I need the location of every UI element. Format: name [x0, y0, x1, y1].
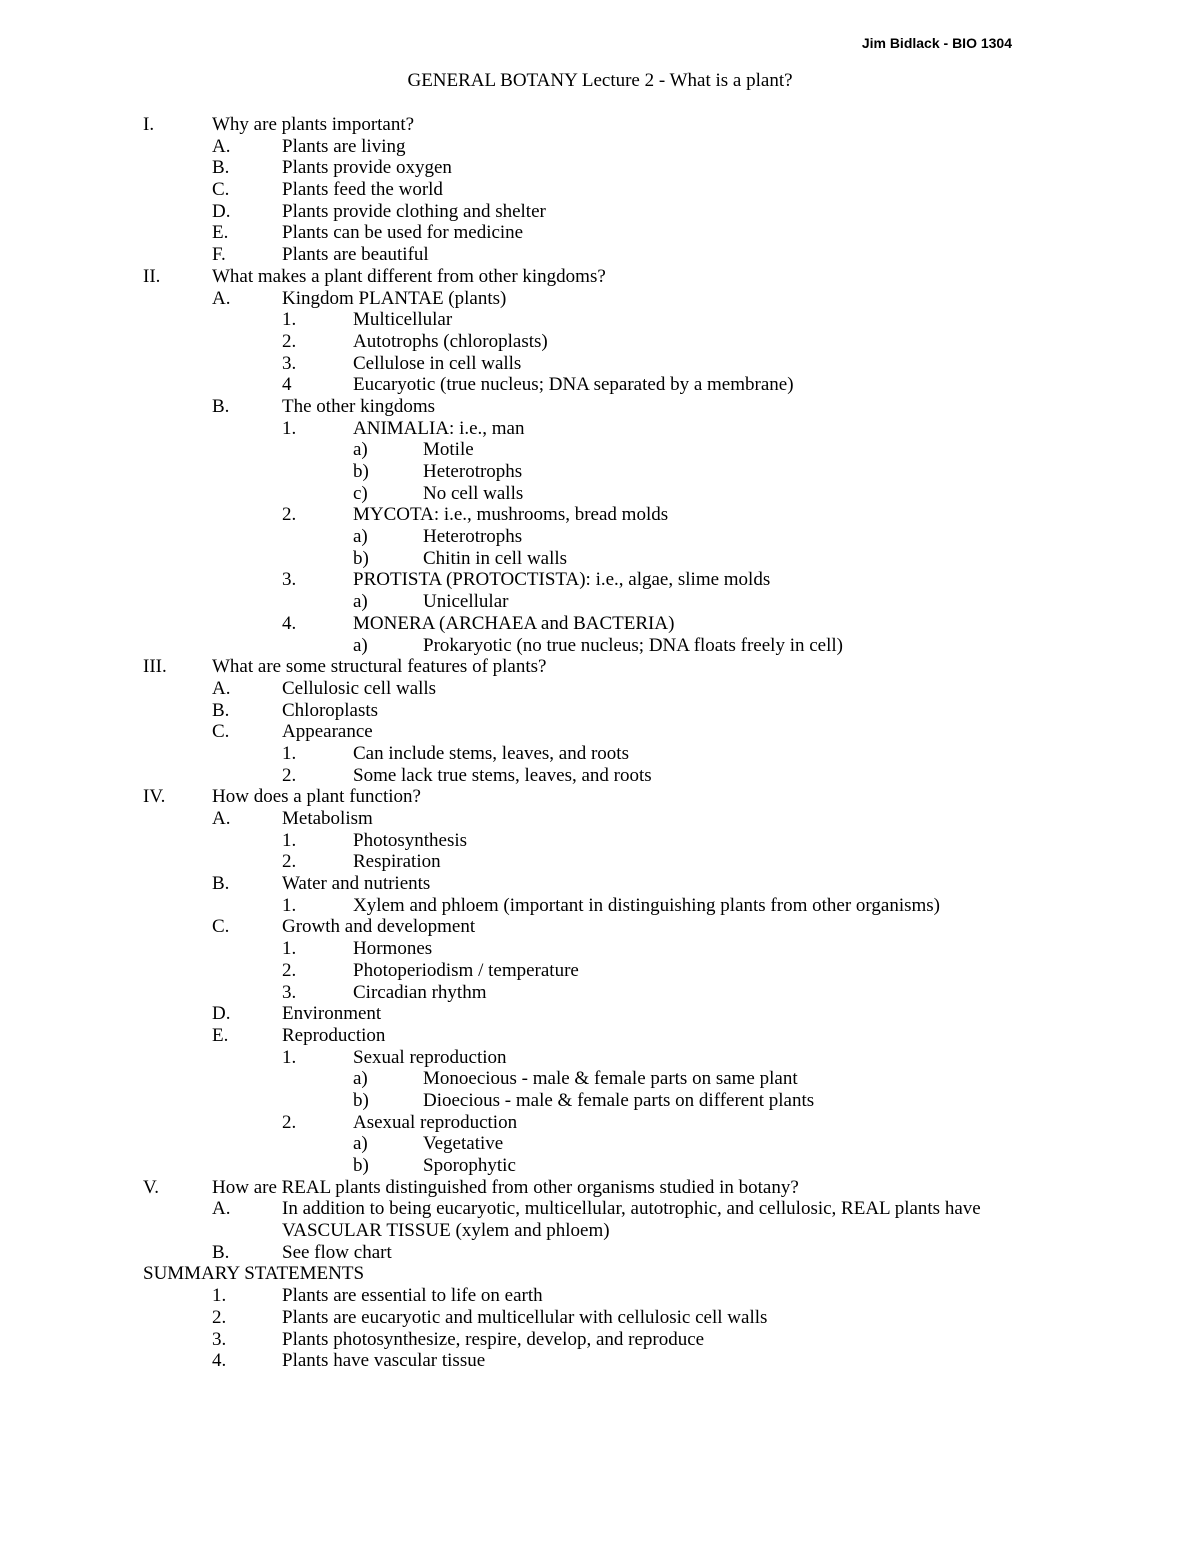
outline-item	[0, 635, 1200, 657]
outline-text: Autotrophs (chloroplasts)	[353, 330, 548, 352]
outline-item	[0, 331, 1200, 353]
outline-marker: 1.	[282, 894, 297, 916]
page-header-author: Jim Bidlack - BIO 1304	[861, 35, 1012, 51]
outline-text: Plants are essential to life on earth	[282, 1285, 543, 1307]
outline-marker: 2.	[282, 764, 297, 786]
outline-item	[0, 960, 1200, 982]
outline-item	[0, 808, 1200, 830]
outline-item	[0, 656, 1200, 678]
outline-item	[0, 396, 1200, 418]
outline-text: Prokaryotic (no true nucleus; DNA floats freely in cell)	[423, 634, 843, 656]
outline-marker: 2.	[282, 330, 297, 352]
outline-text: Appearance	[282, 721, 373, 743]
outline-text: See flow chart	[282, 1241, 392, 1263]
outline-text: Eucaryotic (true nucleus; DNA separated by a membrane)	[353, 374, 794, 396]
outline-marker: 4.	[282, 612, 297, 634]
outline-text: What makes a plant different from other kingdoms?	[212, 265, 606, 287]
outline-text: Why are plants important?	[212, 114, 415, 135]
outline-marker: V.	[143, 1176, 160, 1198]
outline-text: How are REAL plants distinguished from other organisms studied in botany?	[212, 1176, 799, 1198]
page-title: GENERAL BOTANY Lecture 2 - What is a plant?	[407, 70, 793, 91]
outline-marker: B.	[212, 157, 230, 179]
outline-text: Growth and development	[282, 916, 476, 938]
outline-text: Motile	[423, 439, 474, 461]
outline-item	[0, 1155, 1200, 1177]
outline-marker: E.	[212, 1024, 229, 1046]
outline-text: MONERA (ARCHAEA and BACTERIA)	[353, 612, 675, 634]
outline-text: Plants feed the world	[282, 179, 443, 201]
outline-item	[0, 483, 1200, 505]
outline-item	[0, 1068, 1200, 1090]
outline-item	[0, 765, 1200, 787]
outline-item	[0, 288, 1200, 310]
outline-item	[0, 873, 1200, 895]
outline-item	[0, 309, 1200, 331]
outline-item	[0, 418, 1200, 440]
outline-marker: b)	[353, 1089, 369, 1111]
outline-marker: 1.	[282, 1046, 297, 1068]
outline-marker: 2.	[282, 504, 297, 526]
outline-item	[0, 895, 1200, 917]
outline-item	[0, 114, 1200, 136]
outline-marker: a)	[353, 634, 368, 656]
outline-marker: 1.	[282, 309, 297, 331]
outline-marker: A.	[212, 1198, 231, 1220]
outline-item	[0, 1133, 1200, 1155]
outline-item	[0, 353, 1200, 375]
outline-marker: 2.	[212, 1306, 227, 1328]
outline-text: Metabolism	[282, 808, 373, 829]
outline-marker: 4.	[212, 1350, 227, 1372]
outline-text: Photoperiodism / temperature	[353, 959, 579, 981]
outline-item	[0, 526, 1200, 548]
outline-item	[0, 1198, 1200, 1241]
outline-item	[0, 830, 1200, 852]
outline-marker: A.	[212, 808, 231, 829]
outline-marker: 2.	[282, 851, 297, 873]
outline-text: How does a plant function?	[212, 786, 421, 808]
outline-marker: b)	[353, 461, 369, 482]
outline-marker: c)	[353, 482, 368, 504]
outline-marker: B.	[212, 699, 230, 721]
outline-text: Asexual reproduction	[353, 1111, 518, 1133]
outline-marker: A.	[212, 287, 231, 309]
outline-item	[0, 439, 1200, 461]
outline-item	[0, 982, 1200, 1004]
outline-marker: 3.	[282, 352, 297, 374]
outline-text: Plants photosynthesize, respire, develop, and reproduce	[282, 1328, 705, 1350]
outline-marker: 4	[282, 374, 292, 396]
outline-item	[0, 591, 1200, 613]
outline-marker: 2.	[282, 1111, 297, 1133]
outline-item	[0, 1307, 1200, 1329]
outline-marker: a)	[353, 591, 368, 613]
outline-item	[0, 1177, 1200, 1199]
outline-marker: b)	[353, 1155, 369, 1176]
outline-text: Plants have vascular tissue	[282, 1350, 486, 1372]
outline-item	[0, 569, 1200, 591]
outline-item	[0, 786, 1200, 808]
outline-text: Multicellular	[353, 309, 453, 331]
outline-item	[0, 136, 1200, 158]
outline-marker: 1.	[212, 1285, 227, 1307]
outline-text: Dioecious - male & female parts on different plants	[423, 1089, 815, 1111]
outline-item	[0, 374, 1200, 396]
outline-marker: a)	[353, 526, 368, 548]
outline-item	[0, 938, 1200, 960]
outline-text: Heterotrophs	[423, 526, 523, 548]
outline-marker: 3.	[212, 1328, 227, 1350]
outline-marker: B.	[212, 1241, 230, 1263]
outline-text: PROTISTA (PROTOCTISTA): i.e., algae, slime molds	[353, 569, 771, 591]
outline-text: Vegetative	[423, 1133, 504, 1155]
outline-text: Plants can be used for medicine	[282, 222, 524, 244]
outline-text: Hormones	[353, 938, 433, 960]
outline-item	[0, 548, 1200, 570]
outline-marker: 1.	[282, 417, 297, 439]
outline-text: Plants are beautiful	[282, 244, 429, 266]
outline-item	[0, 613, 1200, 635]
outline-item	[0, 222, 1200, 244]
outline-text: Sexual reproduction	[353, 1046, 507, 1068]
outline-text: Some lack true stems, leaves, and roots	[353, 764, 652, 786]
outline-text: Reproduction	[282, 1024, 386, 1046]
outline-text: ANIMALIA: i.e., man	[353, 417, 525, 439]
outline-text: Heterotrophs	[423, 461, 523, 482]
outline-marker: 1.	[282, 938, 297, 960]
outline-text: What are some structural features of plants?	[212, 656, 547, 678]
outline-item	[0, 678, 1200, 700]
outline-item	[0, 244, 1200, 266]
outline-item	[0, 1242, 1200, 1264]
outline-text: Unicellular	[423, 591, 509, 613]
outline-text: Cellulosic cell walls	[282, 677, 437, 699]
outline-marker: B.	[212, 873, 230, 895]
outline-item	[0, 179, 1200, 201]
outline-text: Plants provide oxygen	[282, 157, 452, 179]
outline-item	[0, 916, 1200, 938]
outline-marker: 1.	[282, 742, 297, 764]
outline-item	[0, 504, 1200, 526]
outline-marker: D.	[212, 200, 231, 222]
outline-marker: 1.	[282, 829, 297, 851]
outline-item	[0, 1025, 1200, 1047]
outline-text: Water and nutrients	[282, 873, 431, 895]
outline-marker: A.	[212, 677, 231, 699]
outline-marker: F.	[212, 244, 226, 266]
outline-marker: III.	[143, 656, 167, 678]
outline-text: Can include stems, leaves, and roots	[353, 742, 629, 764]
outline-marker: II.	[143, 265, 161, 287]
outline-text: Environment	[282, 1003, 382, 1025]
outline-item	[0, 157, 1200, 179]
outline-item	[0, 1047, 1200, 1069]
outline-item	[0, 743, 1200, 765]
outline-marker: a)	[353, 1068, 368, 1090]
outline-text: Sporophytic	[423, 1155, 516, 1176]
outline-text: MYCOTA: i.e., mushrooms, bread molds	[353, 504, 669, 526]
outline-marker: C.	[212, 916, 230, 938]
outline-item	[0, 1112, 1200, 1134]
outline-text: Photosynthesis	[353, 829, 468, 851]
outline-item	[0, 1285, 1200, 1307]
outline-text: The other kingdoms	[282, 395, 436, 417]
outline-text: Monoecious - male & female parts on same plant	[423, 1068, 798, 1090]
outline-text: Xylem and phloem (important in distinguishing plants from other organisms)	[353, 894, 940, 916]
outline-text: Circadian rhythm	[353, 981, 487, 1003]
outline-text: Plants provide clothing and shelter	[282, 200, 546, 222]
outline-text: Cellulose in cell walls	[353, 352, 522, 374]
outline-text: Respiration	[353, 851, 441, 873]
outline-text: Plants are eucaryotic and multicellular with cellulosic cell walls	[282, 1306, 768, 1328]
outline-marker: C.	[212, 721, 230, 743]
outline-text: Kingdom PLANTAE (plants)	[282, 287, 507, 309]
outline-text: Plants are living	[282, 135, 406, 157]
outline-marker: a)	[353, 439, 368, 461]
outline-marker: IV.	[143, 786, 166, 808]
outline-item	[0, 201, 1200, 223]
outline-item	[0, 266, 1200, 288]
outline-marker: b)	[353, 547, 369, 569]
outline-text: Chloroplasts	[282, 699, 379, 721]
outline-marker: a)	[353, 1133, 368, 1155]
outline-text: SUMMARY STATEMENTS	[143, 1263, 365, 1285]
outline-item	[0, 700, 1200, 722]
outline-item	[0, 1003, 1200, 1025]
outline-item	[0, 1090, 1200, 1112]
outline-text: Chitin in cell walls	[423, 547, 568, 569]
outline-marker: A.	[212, 135, 231, 157]
outline-item	[0, 721, 1200, 743]
outline-item	[0, 1350, 1200, 1372]
outline-text: No cell walls	[423, 482, 524, 504]
outline-item	[0, 851, 1200, 873]
outline-marker: 2.	[282, 959, 297, 981]
outline-marker: C.	[212, 179, 230, 201]
outline-item	[0, 461, 1200, 483]
outline-marker: E.	[212, 222, 229, 244]
outline-text: In addition to being eucaryotic, multicellular, autotrophic, and cellulosic, REAL plants have VASCULAR TISSUE (xylem and phloem)	[282, 1198, 981, 1242]
outline-marker: 3.	[282, 981, 297, 1003]
section-heading	[0, 1263, 1200, 1285]
lecture-outline	[0, 114, 1200, 1372]
outline-marker: I.	[143, 114, 155, 135]
outline-marker: B.	[212, 395, 230, 417]
outline-item	[0, 1329, 1200, 1351]
outline-marker: D.	[212, 1003, 231, 1025]
outline-marker: 3.	[282, 569, 297, 591]
